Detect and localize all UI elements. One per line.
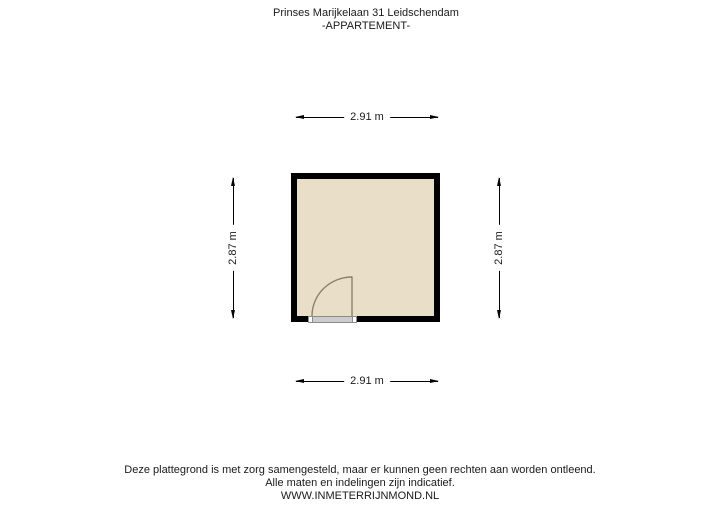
door-jamb-left-icon [308, 316, 313, 323]
door-jamb-right-icon [352, 316, 357, 323]
dimension-label-top: 2.91 m [344, 111, 390, 123]
dimension-top [295, 111, 439, 123]
arrow-down-icon [231, 310, 235, 319]
arrow-right-icon [430, 115, 439, 119]
arrow-left-icon [295, 379, 304, 383]
dimension-label-right: 2.87 m [493, 225, 505, 271]
room-appartement [291, 173, 440, 322]
arrow-left-icon [295, 115, 304, 119]
footer-disclaimer-2: Alle maten en indelingen zijn indicatief. [265, 476, 455, 489]
dimension-right [493, 177, 505, 319]
dimension-label-left: 2.87 m [227, 225, 239, 271]
arrow-up-icon [231, 177, 235, 186]
plan-title [6, 7, 720, 33]
arrow-right-icon [430, 379, 439, 383]
dimension-label-bottom: 2.91 m [344, 375, 390, 387]
footer-disclaimer-1: Deze plattegrond is met zorg samengesteld, maar er kunnen geen rechten aan worden ontleend. [124, 464, 596, 476]
door-threshold [308, 316, 357, 323]
arrow-down-icon [497, 310, 501, 319]
arrow-up-icon [497, 177, 501, 186]
plan-address: Prinses Marijkelaan 31 Leidschendam [273, 7, 459, 19]
dimension-bottom [295, 375, 439, 387]
footer-website: WWW.INMETERRIJNMOND.NL [280, 489, 440, 502]
footer [0, 464, 720, 502]
plan-type: -APPARTEMENT- [321, 20, 411, 32]
dimension-left [227, 177, 239, 319]
